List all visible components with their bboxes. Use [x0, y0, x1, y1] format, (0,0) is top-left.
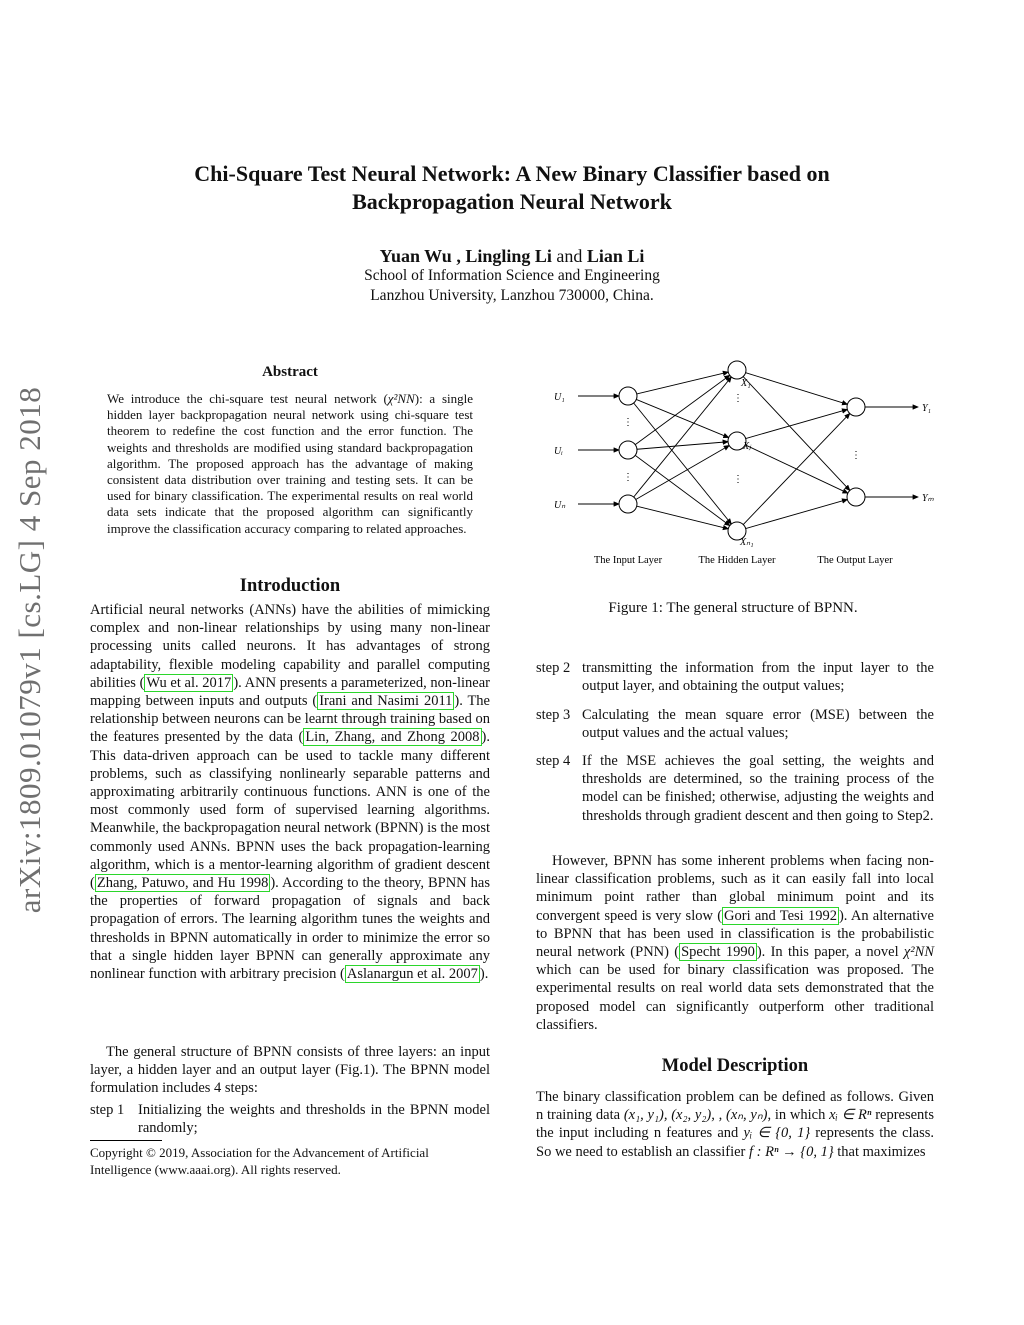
step-text: If the MSE achieves the goal setting, the weights and thresholds are determined, so the training process of the model can be finished; otherwise, adjusting the weights and thresholds through gradient descent and then going to Step2. [582, 753, 934, 824]
introduction-paragraph-1 [90, 601, 490, 983]
step-item [536, 752, 934, 844]
connection-edge [635, 455, 730, 525]
introduction-paragraph-3 [536, 852, 934, 1034]
ellipsis-mark: ⋮ [733, 474, 743, 485]
introduction-paragraph-2: The general structure of BPNN consists of three layers: an input layer, a hidden layer and an output layer (Fig.1). The BPNN model formulation includes 4 steps: [90, 1044, 490, 1097]
output-label: Yₘ [922, 493, 934, 504]
model-description-heading: Model Description [661, 1056, 809, 1076]
author-3: Lian Li [586, 246, 645, 266]
bpnn-structure-figure [540, 355, 940, 570]
title-line-2: Backpropagation Neural Network [352, 189, 672, 214]
abstract-text-part: ): a single hidden layer backpropagation neural network using chi-square test theorem to redefine the cost function and the error function. The weights and thresholds are modified using standard backpropagation algorithm. The proposed approach has the advantage of making consistent data distribution over training and testing sets. It can be used for binary classification. The experimental results on real world data sets indicate that the proposed algorithm can significantly improve the classification accuracy comparing to related approaches. [107, 391, 473, 536]
abstract-text-part: We introduce the chi-square test neural network ( [107, 391, 388, 406]
connection-edge [637, 506, 729, 529]
author-list [0, 245, 1024, 267]
layer-labels [594, 555, 893, 566]
connection-edge [746, 409, 848, 438]
connection-edge [636, 446, 729, 500]
hidden-label: Xⱼ [743, 441, 751, 452]
connection-edge [636, 399, 728, 437]
citation-link[interactable]: Wu et al. 2017 [146, 674, 232, 691]
paragraph-text: ). According to the theory, BPNN has the properties of forward propagation of signals and back propagation of errors. The learning algorithm tunes the weights and thresholds in BPNN automatically in order to minimize the error so that a single hidden layer BPNN can generally approximate any nonlinear function with arbitrary precision ( [90, 875, 490, 983]
input-neuron [619, 495, 637, 513]
paragraph-text: , in which [767, 1107, 830, 1124]
paragraph-text: ). [479, 966, 489, 983]
paragraph-text: that maximizes [833, 1143, 926, 1160]
footnote-text: 2019, Association for the Advancement of Artificial Intelligence (www.aaai.org). All rights reserved. [90, 1145, 429, 1177]
step-item [536, 659, 934, 699]
connection-edge [637, 442, 728, 450]
footnote-text: Copyright [90, 1145, 146, 1160]
hidden-label: X₁ [741, 378, 751, 389]
step-text: Calculating the mean square error (MSE) between the output values and the actual values; [582, 707, 934, 742]
title-line-1: Chi-Square Test Neural Network: A New Binary Classifier based on [194, 161, 830, 186]
step-item [536, 706, 934, 746]
paragraph-text: which can be used for binary classification was proposed. The experimental results on real world data sets demonstrated that the proposed model can significantly outperform other traditional classifiers. [536, 962, 934, 1033]
connection-edge [746, 499, 848, 528]
step-label: step 1 [90, 1102, 125, 1118]
input-label: Uₙ [554, 500, 566, 511]
step-label: step 2 [536, 660, 571, 676]
connection-edge [635, 375, 729, 444]
abstract-math: χ²NN [387, 391, 415, 406]
output-neuron [847, 488, 865, 506]
model-description-paragraph [536, 1088, 934, 1161]
ellipsis-mark: ⋮ [733, 393, 743, 404]
ellipsis-mark: ⋮ [623, 472, 633, 483]
inline-math: χ²NN [903, 944, 934, 961]
connection-edge [634, 377, 732, 497]
inline-math: yᵢ ∈ {0, 1} [743, 1125, 811, 1142]
arxiv-sidebar [8, 350, 52, 950]
step-item [90, 1101, 490, 1141]
affiliation [0, 266, 1024, 306]
step-text: Initializing the weights and thresholds in the BPNN model randomly; [138, 1102, 490, 1137]
inline-math: xᵢ ∈ Rⁿ [829, 1107, 872, 1124]
citation-link[interactable]: Irani and Nasimi 2011 [319, 693, 453, 710]
introduction-heading: Introduction [239, 576, 341, 596]
paragraph-text: Artificial neural networks (ANNs) have the abilities of mimicking complex and non-linear relationships by using many non-linear processing units called neurons. It has advantages of strong adaptability, flexible modeling capability and parallel computing abilities ( [90, 602, 490, 691]
layer-label-output: The Output Layer [817, 555, 893, 566]
paragraph-text: ). This data-driven approach can be used to tackle many different problems, such as classifying nonlinearly separable patterns and approximating arbitrarily continuous functions. ANN is one of the most commonly used form of supervised learning algorithms. Meanwhile, the backpropagation neural network (BPNN) is the most commonly used ANNs. BPNN uses the back propagation-learning algorithm, which is a mentor-learning algorithm of gradient descent ( [90, 729, 490, 892]
paragraph-text: represents the class. So we need to establish an classifier [536, 1125, 934, 1160]
output-label: Y₁ [922, 403, 932, 414]
paper-title [0, 160, 1024, 216]
ellipsis-mark: ⋮ [623, 417, 633, 428]
paragraph-text: represents the input including n features and [536, 1107, 934, 1142]
citation-link[interactable]: Specht 1990 [681, 944, 755, 961]
step-label: step 3 [536, 707, 571, 723]
paragraph-text: The binary classification problem can be defined as follows. Given n training data [536, 1089, 934, 1124]
connection-edge [743, 377, 850, 491]
paragraph-text: ). An alternative to BPNN that has been used in classification is the probabilistic neural network (PNN) ( [536, 907, 934, 961]
inline-math: f : Rⁿ → {0, 1} [749, 1143, 834, 1160]
paragraph-text: ). In this paper, a novel [756, 944, 904, 961]
affiliation-line-2: Lanzhou University, Lanzhou 730000, China. [370, 287, 654, 304]
abstract-heading: Abstract [262, 364, 318, 380]
connection-edge [634, 403, 732, 524]
author-1: Yuan Wu , [379, 246, 461, 266]
citation-link[interactable]: Gori and Tesi 1992 [724, 907, 837, 924]
affiliation-line-1: School of Information Science and Engineering [364, 267, 660, 284]
citation-link[interactable]: Aslanargun et al. 2007 [346, 966, 478, 983]
copyright-symbol: © [145, 1145, 156, 1160]
ellipsis-mark: ⋮ [851, 450, 861, 461]
citation-link[interactable]: Lin, Zhang, and Zhong 2008 [305, 729, 480, 746]
input-neuron [619, 441, 637, 459]
connection-edge [637, 372, 728, 394]
connection-edge [743, 413, 850, 524]
input-neuron [619, 387, 637, 405]
author-2: Lingling Li [465, 246, 552, 266]
step-label: step 4 [536, 753, 571, 769]
inline-math: (x₁, y₁), (x₂, y₂), , (xₙ, yₙ) [623, 1107, 768, 1124]
input-label: Uᵢ [554, 446, 563, 457]
paragraph-text: ). ANN presents a parameterized, non-linear mapping between inputs and outputs ( [90, 674, 490, 710]
footnote-rule [90, 1140, 162, 1141]
copyright-footnote [90, 1145, 490, 1178]
paragraph-text: However, BPNN has some inherent problems when facing non-linear classification problems, such as it can easily fall into local minimum point rather than global minimum point and its convergent speed is very slow ( [536, 853, 934, 924]
output-neuron [847, 398, 865, 416]
author-and: and [556, 246, 583, 266]
hidden-neuron [728, 361, 746, 379]
arxiv-identifier: arXiv:1809.01079v1 [cs.LG] 4 Sep 2018 [12, 386, 47, 914]
input-label: U₁ [554, 392, 565, 403]
citation-link[interactable]: Zhang, Patuwo, and Hu 1998 [96, 875, 269, 892]
layer-label-input: The Input Layer [593, 555, 663, 566]
step-text: transmitting the information from the input layer to the output layer, and obtaining the output values; [582, 660, 934, 695]
layer-label-hidden: The Hidden Layer [698, 555, 776, 566]
abstract-text [107, 391, 473, 537]
hidden-label: Xₙ₁ [740, 537, 754, 548]
connection-edge [746, 373, 848, 405]
paragraph-text: ). The relationship between neurons can be learnt through training based on the features presented by the data ( [90, 693, 490, 746]
node-labels [554, 378, 935, 548]
figure-caption: Figure 1: The general structure of BPNN. [608, 600, 858, 616]
